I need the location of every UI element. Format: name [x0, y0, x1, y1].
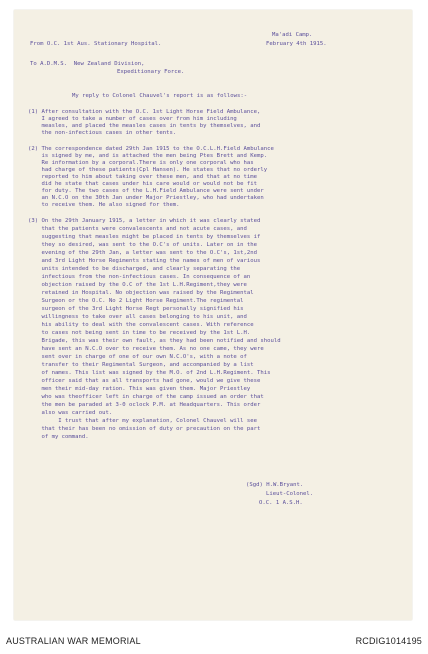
paragraph-line: that the patients were convalescents and not acute cases, and	[28, 226, 247, 232]
paragraph-line: units intended to be discharged, and clearly separating the	[28, 266, 241, 272]
paragraph-line: for duty. The two cases of the L.H.Field Ambulance were sent under	[28, 188, 264, 194]
signature-rank: Lieut-Colonel.	[266, 491, 314, 497]
paragraph-line: his ability to deal with the convalescent cases. With reference	[28, 322, 254, 328]
paragraph-line: who was theofficer left in charge of the camp issued an order that	[28, 394, 264, 400]
footer-source: AUSTRALIAN WAR MEMORIAL	[6, 636, 141, 646]
paragraph-line: (2) The correspondence dated 29th Jan 1915 to the O.C.L.H.Field Ambulance	[28, 146, 274, 152]
letter-from: From O.C. 1st Aus. Stationary Hospital.	[30, 41, 162, 47]
signature-unit: O.C. 1 A.S.H.	[259, 500, 303, 506]
paragraph-line: transfer to their Regimental Surgeon, and accompanied by a list	[28, 362, 254, 368]
paragraph-line: retained in Hospital. No objection was raised by the Regimental	[28, 290, 254, 296]
paragraph-line: (3) On the 29th January 1915, a letter in which it was clearly stated	[28, 218, 261, 224]
paragraph-line: Surgeon or the O.C. No 2 Light Horse Regiment.The regimental	[28, 298, 244, 304]
paragraph-line: also was carried out.	[28, 410, 113, 416]
paragraph-line: measles, and placed the measles cases in tents by themselves, and	[28, 123, 261, 129]
paragraph-line: an N.C.O on the 30th Jan under Major Priestley, who had undertaken	[28, 195, 264, 201]
paragraph-line: had charge of these patients(Cpl Hansen). He states that no orderly	[28, 167, 268, 173]
footer-catalog-id: RCDIG1014195	[355, 636, 422, 646]
paragraph-line: (1) After consultation with the O.C. 1st Light Horse Field Ambulance,	[28, 109, 261, 115]
paragraph-line: to cases not being sent in time to be received by the 1st L.H.	[28, 330, 251, 336]
paragraph-line: I agreed to take a number of cases over from him including	[28, 116, 237, 122]
paragraph-line: suggesting that measles might be placed in tents by themselves if	[28, 234, 261, 240]
paragraph-line: officer said that as all transports had gone, would we give these	[28, 378, 261, 384]
paragraph-line: infectious from the non-infectious cases. In consequence of an	[28, 274, 251, 280]
paragraph-line: I trust that after my explanation, Colonel Chauvel will see	[28, 418, 258, 424]
paragraph-line: surgeon of the 3rd Light Horse Regt personally signified his	[28, 306, 244, 312]
paragraph-line: reported to him about taking over these men, and that at no time	[28, 174, 258, 180]
letter-to-line2: Expeditionary Force.	[117, 69, 185, 75]
paragraph-line: Re information by a corporal.There is only one corporal who has	[28, 160, 254, 166]
document-page	[14, 10, 412, 620]
letter-place: Ma'adi Camp.	[272, 32, 313, 38]
paragraph-line: the men be paraded at 3-0 oclock P.M. at Headquarters. This order	[28, 402, 261, 408]
paragraph-line: willingness to take over all cases belonging to his unit, and	[28, 314, 247, 320]
paragraph-line: sent over in charge of one of our own N.C.O's, with a note of	[28, 354, 247, 360]
archive-footer	[0, 628, 428, 654]
paragraph-line: is signed by me, and is attached the men being Ptes Brett and Kemp.	[28, 153, 268, 159]
paragraph-line: of names. This list was signed by the M.O. of 2nd L.H.Regiment. This	[28, 370, 271, 376]
paragraph-line: that their has been no omission of duty or precaution on the part	[28, 426, 261, 432]
signature: (Sgd) H.W.Bryant.	[246, 482, 304, 488]
paragraph-line: have sent an N.C.O over to receive them. As no one came, they were	[28, 346, 264, 352]
paragraph-line: evening of the 29th Jan, a letter was sent to the O.C's, 1st,2nd	[28, 250, 258, 256]
paragraph-line: did he state that cases under his care would or would not be fit	[28, 181, 258, 187]
letter-date: February 4th 1915.	[266, 41, 327, 47]
letter-intro: My reply to Colonel Chauvel's report is as follows:-	[72, 93, 248, 99]
paragraph-line: of my command.	[28, 434, 89, 440]
paragraph-line: objection raised by the O.C of the 1st L.H.Regiment,they were	[28, 282, 247, 288]
paragraph-line: men their mid-day ration. This was given them. Major Priestley	[28, 386, 251, 392]
paragraph-line: to receive them. He also signed for them.	[28, 202, 180, 208]
letter-to-line1: To A.D.M.S. New Zealand Division,	[30, 61, 145, 67]
paragraph-line: the non-infectious cases in other tents.	[28, 130, 177, 136]
paragraph-line: and 3rd Light Horse Regiments stating the names of men of various	[28, 258, 261, 264]
paragraph-line: Brigade, this was their own fault, as they had been notified and should	[28, 338, 281, 344]
paragraph-line: they so desired, was sent to the O.C's of units. Later on in the	[28, 242, 258, 248]
